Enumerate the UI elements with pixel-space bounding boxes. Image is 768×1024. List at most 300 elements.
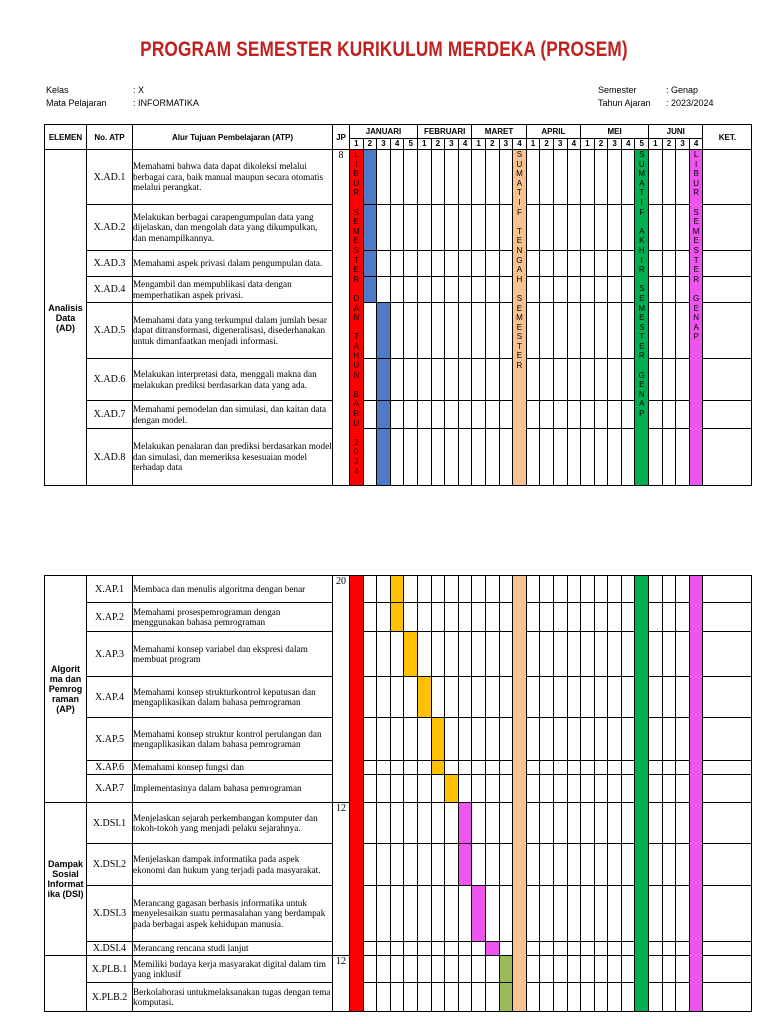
atp-description: Memahami konsep strukturkontrol keputusan dan mengaplikasikan dalam bahasa pemrograman — [133, 677, 333, 718]
week-cell — [390, 718, 404, 761]
week-cell — [540, 277, 554, 303]
week-cell — [621, 251, 635, 277]
week-cell — [363, 956, 377, 983]
week-cell — [472, 718, 486, 761]
week-cell — [608, 718, 622, 761]
week-cell — [662, 251, 676, 277]
week-cell — [445, 983, 459, 1012]
week-cell — [363, 803, 377, 844]
week-cell — [649, 603, 663, 632]
libur-semester-genap-bar — [689, 150, 703, 486]
week-cell — [485, 359, 499, 401]
atp-description: Membaca dan menulis algoritma dengan benar — [133, 576, 333, 603]
week-cell — [404, 277, 418, 303]
header-month: JANUARI — [350, 125, 418, 139]
week-cell — [363, 718, 377, 761]
week-cell — [621, 886, 635, 942]
week-cell — [377, 150, 391, 205]
week-number: 1 — [417, 138, 431, 149]
week-cell — [526, 359, 540, 401]
week-cell — [553, 956, 567, 983]
week-cell — [377, 761, 391, 775]
week-cell — [526, 775, 540, 803]
header-month: JUNI — [649, 125, 703, 139]
week-cell — [363, 632, 377, 677]
atp-number: X.DSI.3 — [87, 886, 133, 942]
week-cell — [608, 632, 622, 677]
atp-number: X.AD.4 — [87, 277, 133, 303]
week-cell — [485, 983, 499, 1012]
week-cell — [621, 429, 635, 486]
schedule-bar — [377, 401, 391, 429]
week-cell — [417, 150, 431, 205]
week-cell — [458, 429, 472, 486]
week-cell — [567, 803, 581, 844]
week-cell — [472, 942, 486, 956]
week-cell — [417, 251, 431, 277]
element-name — [45, 150, 87, 486]
week-cell — [567, 303, 581, 359]
week-cell — [608, 983, 622, 1012]
week-cell — [472, 303, 486, 359]
kelas-label: Kelas — [46, 85, 69, 95]
week-cell — [472, 359, 486, 401]
week-cell — [377, 576, 391, 603]
week-cell — [567, 429, 581, 486]
week-cell — [621, 277, 635, 303]
header-month: MARET — [472, 125, 526, 139]
week-cell — [499, 401, 513, 429]
week-cell — [431, 983, 445, 1012]
schedule-bar — [404, 632, 418, 677]
week-cell — [431, 942, 445, 956]
week-cell — [499, 150, 513, 205]
atp-number: X.AP.1 — [87, 576, 133, 603]
week-cell — [621, 603, 635, 632]
week-cell — [608, 761, 622, 775]
week-cell — [567, 844, 581, 886]
week-cell — [540, 251, 554, 277]
header-row — [45, 125, 752, 139]
week-cell — [417, 761, 431, 775]
week-cell — [553, 205, 567, 251]
header-no-atp: No. ATP — [87, 125, 133, 150]
week-cell — [363, 359, 377, 401]
week-cell — [662, 401, 676, 429]
week-cell — [431, 576, 445, 603]
atp-number: X.AP.7 — [87, 775, 133, 803]
week-number: 5 — [635, 138, 649, 149]
element-name — [45, 576, 87, 803]
week-cell — [417, 942, 431, 956]
schedule-bar — [377, 359, 391, 401]
week-cell — [404, 359, 418, 401]
week-cell — [390, 956, 404, 983]
week-cell — [499, 632, 513, 677]
week-cell — [485, 277, 499, 303]
libur-semester-genap-bar — [689, 576, 703, 1012]
week-cell — [649, 359, 663, 401]
week-cell — [540, 844, 554, 886]
week-cell — [390, 761, 404, 775]
atp-number: X.DSI.4 — [87, 942, 133, 956]
prosem-table-continued — [44, 575, 752, 1012]
week-cell — [608, 886, 622, 942]
atp-description: Melakukan berbagai carapengumpulan data yang dijelaskan, dan mengolah data yang dikumpulkan, dan menampilkannya. — [133, 205, 333, 251]
schedule-bar — [431, 761, 445, 775]
libur-semester-bar — [350, 576, 364, 1012]
week-cell — [676, 303, 690, 359]
week-cell — [377, 844, 391, 886]
week-cell — [526, 942, 540, 956]
week-cell — [431, 277, 445, 303]
week-cell — [526, 677, 540, 718]
week-cell — [404, 303, 418, 359]
jp-value: 12 — [333, 803, 350, 956]
week-cell — [608, 576, 622, 603]
week-cell — [526, 886, 540, 942]
week-cell — [567, 956, 581, 983]
tahun-value: : 2023/2024 — [666, 98, 714, 108]
week-cell — [363, 603, 377, 632]
atp-number: X.DSI.1 — [87, 803, 133, 844]
ket-cell — [703, 803, 752, 844]
week-cell — [458, 150, 472, 205]
week-cell — [526, 718, 540, 761]
week-cell — [621, 803, 635, 844]
atp-description: Menjelaskan sejarah perkembangan komputer dan tokoh-tokoh yang menjadi pelaku sejarahnya. — [133, 803, 333, 844]
week-cell — [445, 761, 459, 775]
week-cell — [472, 603, 486, 632]
semester-value: : Genap — [666, 85, 699, 95]
week-cell — [649, 150, 663, 205]
week-cell — [499, 677, 513, 718]
week-cell — [445, 632, 459, 677]
week-cell — [472, 277, 486, 303]
week-cell — [445, 205, 459, 251]
week-cell — [676, 886, 690, 942]
week-cell — [458, 277, 472, 303]
week-cell — [649, 886, 663, 942]
week-cell — [485, 956, 499, 983]
week-cell — [581, 761, 595, 775]
week-cell — [485, 844, 499, 886]
week-number: 4 — [567, 138, 581, 149]
week-cell — [540, 775, 554, 803]
week-cell — [649, 303, 663, 359]
week-cell — [567, 677, 581, 718]
week-cell — [649, 677, 663, 718]
ket-cell — [703, 401, 752, 429]
week-number: 1 — [649, 138, 663, 149]
week-cell — [472, 150, 486, 205]
atp-description: Memahami data yang terkumpul dalam jumlah besar dapat ditransformasi, digeneralisasi, disederhanakan untuk dimanfaatkan menjadi informasi. — [133, 303, 333, 359]
schedule-bar — [363, 205, 377, 251]
week-cell — [662, 677, 676, 718]
week-cell — [499, 429, 513, 486]
week-cell — [608, 251, 622, 277]
week-cell — [649, 956, 663, 983]
week-cell — [404, 718, 418, 761]
week-cell — [499, 603, 513, 632]
week-cell — [649, 277, 663, 303]
week-cell — [526, 632, 540, 677]
week-cell — [417, 359, 431, 401]
sumatif-tengah-semester-bar — [513, 150, 527, 486]
week-number: 3 — [499, 138, 513, 149]
vertical-label: S U M A T I F T E N G A H S E M E S T E R — [516, 150, 523, 371]
week-cell — [594, 761, 608, 775]
week-cell — [526, 429, 540, 486]
atp-description: Memahami bahwa data dapat dikoleksi melalui berbagai cara, baik manual maupun secara otomatis melalui perangkat. — [133, 150, 333, 205]
week-cell — [567, 251, 581, 277]
week-cell — [445, 429, 459, 486]
week-cell — [417, 603, 431, 632]
atp-description: Memahami aspek privasi dalam pengumpulan data. — [133, 251, 333, 277]
week-cell — [567, 761, 581, 775]
atp-number: X.AD.7 — [87, 401, 133, 429]
week-cell — [540, 401, 554, 429]
week-cell — [485, 303, 499, 359]
week-cell — [649, 401, 663, 429]
week-cell — [458, 632, 472, 677]
week-cell — [377, 803, 391, 844]
week-cell — [485, 632, 499, 677]
ket-cell — [703, 277, 752, 303]
week-cell — [485, 576, 499, 603]
week-cell — [499, 718, 513, 761]
week-cell — [662, 576, 676, 603]
week-cell — [485, 761, 499, 775]
week-cell — [649, 251, 663, 277]
week-cell — [377, 677, 391, 718]
week-cell — [485, 677, 499, 718]
week-cell — [581, 775, 595, 803]
week-cell — [472, 429, 486, 486]
week-cell — [649, 761, 663, 775]
week-number: 4 — [458, 138, 472, 149]
week-cell — [581, 303, 595, 359]
week-cell — [567, 718, 581, 761]
week-cell — [540, 718, 554, 761]
week-cell — [458, 886, 472, 942]
week-cell — [390, 844, 404, 886]
week-cell — [390, 150, 404, 205]
week-cell — [485, 205, 499, 251]
header-jp: JP — [333, 125, 350, 150]
week-cell — [526, 983, 540, 1012]
atp-number: X.AP.6 — [87, 761, 133, 775]
schedule-bar — [458, 803, 472, 844]
week-cell — [594, 942, 608, 956]
week-cell — [649, 983, 663, 1012]
schedule-bar — [390, 576, 404, 603]
week-cell — [540, 677, 554, 718]
week-cell — [404, 251, 418, 277]
week-cell — [363, 844, 377, 886]
week-cell — [676, 803, 690, 844]
week-cell — [417, 632, 431, 677]
element-name — [45, 956, 87, 1012]
week-cell — [662, 718, 676, 761]
week-cell — [608, 942, 622, 956]
week-cell — [662, 603, 676, 632]
week-cell — [581, 603, 595, 632]
week-cell — [540, 603, 554, 632]
week-cell — [445, 844, 459, 886]
week-cell — [676, 205, 690, 251]
week-cell — [676, 775, 690, 803]
week-cell — [390, 277, 404, 303]
week-cell — [581, 576, 595, 603]
week-cell — [553, 429, 567, 486]
week-cell — [621, 677, 635, 718]
mapel-label: Mata Pelajaran — [46, 98, 107, 108]
week-cell — [594, 603, 608, 632]
header-month: FEBRUARI — [417, 125, 471, 139]
week-cell — [404, 205, 418, 251]
week-cell — [526, 251, 540, 277]
atp-number: X.AP.4 — [87, 677, 133, 718]
week-cell — [472, 401, 486, 429]
week-number: 3 — [445, 138, 459, 149]
week-cell — [377, 251, 391, 277]
week-cell — [662, 632, 676, 677]
week-cell — [499, 775, 513, 803]
week-cell — [377, 983, 391, 1012]
week-cell — [662, 761, 676, 775]
ket-cell — [703, 983, 752, 1012]
week-cell — [567, 401, 581, 429]
week-cell — [581, 359, 595, 401]
header-month: MEI — [581, 125, 649, 139]
week-cell — [472, 761, 486, 775]
atp-description: Melakukan penalaran dan prediksi berdasarkan model dan simulasi, dan memeriksa kesesuaian model terhadap data — [133, 429, 333, 486]
week-cell — [649, 429, 663, 486]
week-cell — [363, 775, 377, 803]
week-cell — [581, 718, 595, 761]
week-cell — [594, 277, 608, 303]
week-cell — [608, 401, 622, 429]
week-cell — [567, 775, 581, 803]
week-cell — [404, 775, 418, 803]
week-cell — [526, 150, 540, 205]
week-cell — [485, 251, 499, 277]
atp-description: Memahami konsep variabel dan ekspresi dalam membuat program — [133, 632, 333, 677]
schedule-bar — [431, 718, 445, 761]
week-cell — [540, 956, 554, 983]
week-cell — [363, 942, 377, 956]
sumatif-akhir-semester-bar — [635, 150, 649, 486]
week-number: 4 — [689, 138, 703, 149]
week-cell — [621, 942, 635, 956]
week-cell — [445, 956, 459, 983]
week-cell — [485, 775, 499, 803]
week-cell — [499, 303, 513, 359]
week-cell — [404, 942, 418, 956]
week-cell — [458, 205, 472, 251]
week-cell — [581, 205, 595, 251]
week-cell — [363, 576, 377, 603]
schedule-bar — [499, 983, 513, 1012]
week-cell — [458, 983, 472, 1012]
week-cell — [567, 603, 581, 632]
week-number: 1 — [350, 138, 364, 149]
week-cell — [458, 942, 472, 956]
atp-description: Merancang gagasan berbasis informatika untuk menyelesaikan suatu permasalahan yang berdampak pada berbagai aspek kehidupan manusia. — [133, 886, 333, 942]
week-cell — [621, 401, 635, 429]
ket-cell — [703, 359, 752, 401]
week-cell — [553, 677, 567, 718]
week-cell — [485, 803, 499, 844]
header-alur-tujuan: Alur Tujuan Pembelajaran (ATP) — [133, 125, 333, 150]
week-cell — [608, 359, 622, 401]
element-label: Dampak Sosial Informat ika (DSI) — [47, 859, 84, 899]
week-cell — [553, 401, 567, 429]
week-cell — [431, 632, 445, 677]
week-cell — [540, 803, 554, 844]
week-cell — [390, 632, 404, 677]
week-cell — [472, 775, 486, 803]
week-cell — [540, 359, 554, 401]
week-cell — [472, 956, 486, 983]
week-cell — [608, 277, 622, 303]
week-cell — [608, 677, 622, 718]
schedule-bar — [445, 775, 459, 803]
week-cell — [594, 956, 608, 983]
week-cell — [621, 761, 635, 775]
schedule-bar — [417, 677, 431, 718]
week-cell — [567, 632, 581, 677]
week-number: 2 — [540, 138, 554, 149]
week-cell — [676, 576, 690, 603]
mapel-value: : INFORMATIKA — [133, 98, 199, 108]
atp-number: X.AP.3 — [87, 632, 133, 677]
week-cell — [662, 205, 676, 251]
week-cell — [499, 942, 513, 956]
week-cell — [594, 983, 608, 1012]
week-cell — [377, 277, 391, 303]
week-cell — [581, 251, 595, 277]
week-cell — [608, 303, 622, 359]
week-number: 1 — [581, 138, 595, 149]
week-cell — [540, 303, 554, 359]
week-cell — [608, 803, 622, 844]
week-cell — [390, 803, 404, 844]
week-cell — [404, 983, 418, 1012]
week-cell — [567, 359, 581, 401]
week-cell — [594, 359, 608, 401]
week-cell — [594, 429, 608, 486]
week-cell — [363, 886, 377, 942]
week-cell — [472, 632, 486, 677]
week-cell — [499, 251, 513, 277]
week-cell — [649, 775, 663, 803]
week-cell — [404, 401, 418, 429]
week-cell — [676, 251, 690, 277]
atp-number: X.DSI.2 — [87, 844, 133, 886]
week-cell — [662, 359, 676, 401]
week-cell — [581, 956, 595, 983]
week-cell — [540, 429, 554, 486]
schedule-bar — [363, 150, 377, 205]
week-cell — [458, 401, 472, 429]
week-cell — [445, 603, 459, 632]
week-cell — [390, 429, 404, 486]
week-cell — [567, 150, 581, 205]
week-cell — [540, 632, 554, 677]
week-cell — [594, 677, 608, 718]
